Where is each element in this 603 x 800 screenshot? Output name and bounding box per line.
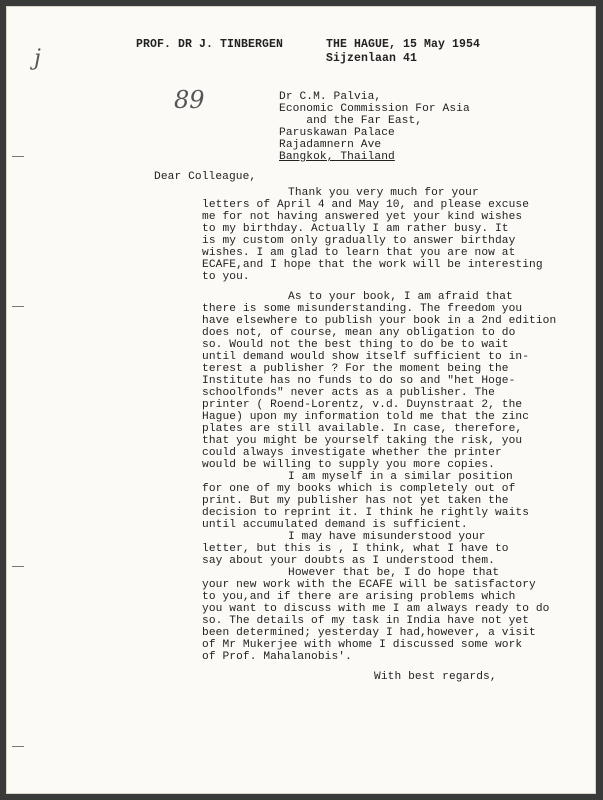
body-line: of Prof. Mahalanobis'.	[202, 651, 352, 663]
body-line: so. Would not the best thing to do be to wait	[202, 339, 509, 351]
body-line: Institute has no funds to do so and "het Hoge-	[202, 375, 516, 387]
body-line: wishes. I am glad to learn that you are now at	[202, 247, 516, 259]
margin-number-annotation: 89	[174, 86, 205, 114]
recipient-line: Paruskawan Palace	[279, 127, 395, 139]
body-line: you want to discuss with me I am always ready to do	[202, 603, 550, 615]
body-line: until accumulated demand is sufficient.	[202, 519, 468, 531]
body-line: letters of April 4 and May 10, and please excuse	[202, 199, 530, 211]
body-line: decision to reprint it. I think he rightly waits	[202, 507, 530, 519]
margin-j-mark: j	[34, 46, 41, 71]
letter-page	[6, 6, 596, 794]
body-line: does not, of course, mean any obligation to do	[202, 327, 516, 339]
body-line: of Mr Mukerjee with whome I discussed some work	[202, 639, 523, 651]
body-line: letter, but this is , I think, what I have to	[202, 543, 509, 555]
body-line: that you might be yourself taking the risk, you	[202, 435, 523, 447]
body-line: until demand would show itself sufficient to in-	[202, 351, 530, 363]
body-line: say about your doubts as I understood them.	[202, 555, 495, 567]
body-line: have elsewhere to publish your book in a 2nd edition	[202, 315, 557, 327]
body-line: for one of my books which is completely out of	[202, 483, 516, 495]
recipient-line: Rajadamnern Ave	[279, 139, 382, 151]
body-line: However that be, I do hope that	[288, 567, 500, 579]
body-line: ECAFE,and I hope that the work will be interesting	[202, 259, 543, 271]
street-address: Sijzenlaan 41	[326, 52, 418, 65]
body-line: plates are still available. In case, therefore,	[202, 423, 523, 435]
edge-tick-top	[12, 156, 24, 157]
body-line: Thank you very much for your	[288, 187, 479, 199]
body-line: I may have misunderstood your	[288, 531, 486, 543]
body-line: could always investigate whether the printer	[202, 447, 502, 459]
body-line: there is some misunderstanding. The freedom you	[202, 303, 523, 315]
body-line: to you.	[202, 271, 250, 283]
body-line: is my custom only gradually to answer birthday	[202, 235, 516, 247]
closing: With best regards,	[374, 671, 497, 683]
body-line: so. The details of my task in India have not yet	[202, 615, 530, 627]
recipient-line: and the Far East,	[279, 115, 423, 127]
body-line: print. But my publisher has not yet taken the	[202, 495, 509, 507]
body-line: me for not having answered yet your kind wishes	[202, 211, 523, 223]
body-line: to you,and if there are arising problems which	[202, 591, 516, 603]
body-line: would be willing to supply you more copies.	[202, 459, 495, 471]
body-line: I am myself in a similar position	[288, 471, 513, 483]
body-line: Hague) upon my information told me that the zinc	[202, 411, 530, 423]
recipient-line: Dr C.M. Palvia,	[279, 91, 382, 103]
body-line: schoolfonds" never acts as a publisher. The	[202, 387, 495, 399]
edge-tick-upper	[12, 306, 24, 307]
body-line: printer ( Roend-Lorentz, v.d. Duynstraat 2, the	[202, 399, 523, 411]
salutation: Dear Colleague,	[154, 171, 257, 183]
place-date: THE HAGUE, 15 May 1954	[326, 38, 481, 51]
body-line: to my birthday. Actually I am rather busy. It	[202, 223, 509, 235]
sender-name: PROF. DR J. TINBERGEN	[136, 38, 284, 51]
recipient-city: Bangkok, Thailand	[279, 151, 395, 163]
body-line: your new work with the ECAFE will be satisfactory	[202, 579, 536, 591]
edge-tick-lower	[12, 566, 24, 567]
body-line: As to your book, I am afraid that	[288, 291, 513, 303]
recipient-line: Economic Commission For Asia	[279, 103, 470, 115]
body-line: been determined; yesterday I had,however, a visit	[202, 627, 536, 639]
edge-tick-bottom	[12, 746, 24, 747]
body-line: terest a publisher ? For the moment being the	[202, 363, 509, 375]
